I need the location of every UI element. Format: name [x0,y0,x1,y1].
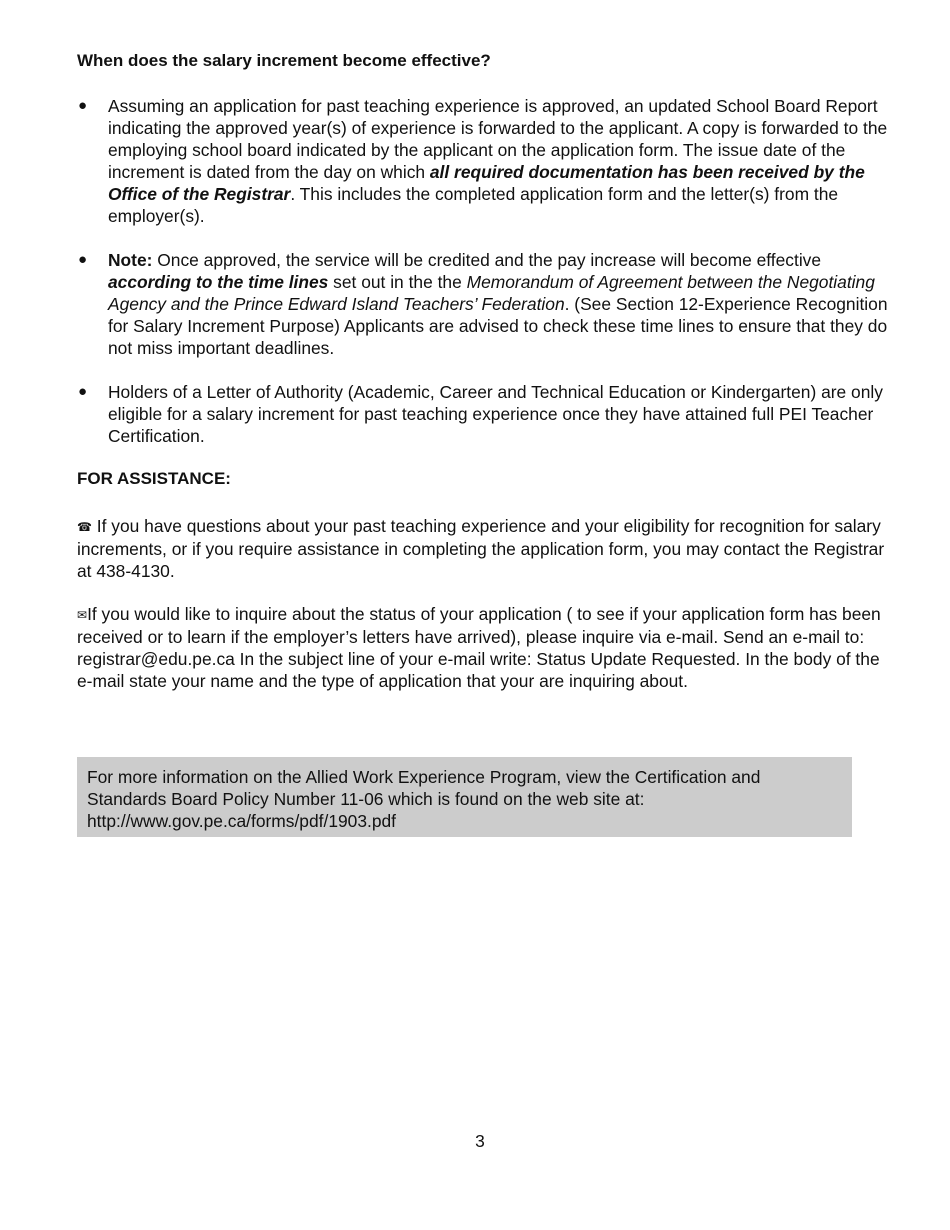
envelope-icon: ✉ [77,608,88,622]
text-segment: Holders of a Letter of Authority (Academic, Career and Technical Education or Kindergarten) are only eligible for a salary increment for past teaching experience once they have attained full PEI Teacher Certification. [108,382,883,446]
text-segment: set out in the the [328,272,467,292]
assistance-email-text: If you would like to inquire about the status of your application ( to see if your application form has been received or to learn if the employer’s letters have arrived), please inquire via e-mail. Send an e-mail to: registrar@edu.pe.ca In the subject line of your e-mail write: Status Update Requested. In the body of the e-mail state your name and the type of application that your are inquiring about. [77,604,881,691]
bullet-item-letter-of-authority [77,381,907,447]
bullet-text [108,382,883,446]
info-box-text: For more information on the Allied Work Experience Program, view the Certification and Standards Board Policy Number 11-06 which is found on the web site at: [87,767,761,809]
text-segment: Note: [108,250,153,270]
assistance-phone-text: If you have questions about your past teaching experience and your eligibility for recognition for salary increments, or if you require assistance in completing the application form, you may contact the Registrar at 438-4130. [77,516,885,581]
text-segment: Once approved, the service will be credited and the pay increase will become effective [152,250,822,270]
section-heading-salary-increment: When does the salary increment become effective? [77,51,491,70]
assistance-email-paragraph [77,603,887,692]
bullet-icon: ● [78,251,88,268]
info-box [77,757,852,837]
text-segment: Assuming an application for past teaching experience is approved, an updated School Board Report indicating the approved year(s) of experience is forwarded to the applicant. A copy is forwarded to the employing school board indicated by the applicant on the application form. The issue date of the increment is dated from the day on which [108,96,888,182]
bullet-icon: ● [78,97,88,114]
text-segment: . (See Section 12-Experience Recognition for Salary Increment Purpose) Applicants are advised to check these time lines to ensure that they do not miss important deadlines. [108,294,888,358]
text-segment: according to the time lines [108,272,329,292]
phone-icon: ☎ [77,520,92,534]
bullet-icon: ● [78,383,88,400]
bullet-text [108,250,888,358]
bullet-item-approval [77,95,907,227]
info-box-url-link[interactable]: http://www.gov.pe.ca/forms/pdf/1903.pdf [87,811,397,831]
salary-increment-bullet-list [77,95,907,447]
section-heading-assistance: FOR ASSISTANCE: [77,469,231,488]
bullet-item-note [77,249,907,359]
text-segment: Memorandum of Agreement between the Negotiating Agency and the Prince Edward Island Teachers’ Federation [108,272,875,314]
bullet-text [108,96,887,226]
assistance-phone-paragraph [77,515,887,582]
page-number: 3 [475,1131,485,1151]
text-segment: . This includes the completed application form and the letter(s) from the employer(s). [108,184,839,226]
text-segment: all required documentation has been received by the Office of the Registrar [108,162,865,204]
